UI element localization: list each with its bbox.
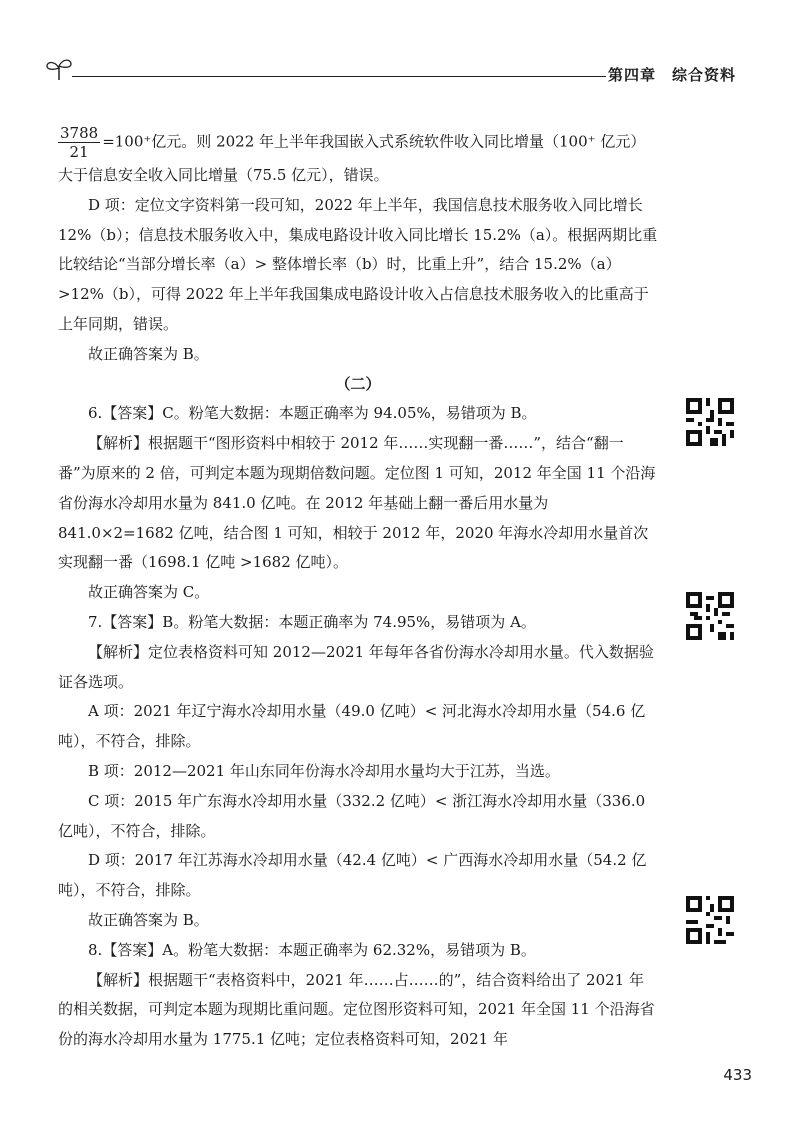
q7-analysis: 【解析】定位表格资料可知 2012—2021 年每年各省份海水冷却用水量。代入数据验证各选项。 xyxy=(58,642,654,691)
line1-text: =100⁺亿元。则 2022 年上半年我国嵌入式系统软件收入同比增量（100⁺ 亿元） xyxy=(102,132,646,151)
page-number: 433 xyxy=(723,1066,752,1084)
section-title: （二） xyxy=(335,374,381,393)
answer-c: 故正确答案为 C。 xyxy=(88,583,210,602)
fraction-line xyxy=(58,124,658,161)
q8-analysis: 【解析】根据题干“表格资料中，2021 年……占……的”，结合资料给出了 2021 年的相关数据，可判定本题为现期比重问题。定位图形资料可知，2021 年全国 11 个沿海省份的海水冷却用水量为 1775.1 亿吨；定位表格资料可知，2021 年 xyxy=(58,970,655,1049)
q6-answer: 6.【答案】C。粉笔大数据：本题正确率为 94.05%，易错项为 B。 xyxy=(88,404,537,423)
section-label: 综合资料 xyxy=(671,66,736,84)
header-title xyxy=(592,64,736,85)
line2-text: 大于信息安全收入同比增量（75.5 亿元），错误。 xyxy=(58,166,389,184)
qr-code-icon[interactable] xyxy=(686,896,734,944)
q7-option-a: A 项：2021 年辽宁海水冷却用水量（49.0 亿吨）< 河北海水冷却用水量（54.6 亿吨），不符合，排除。 xyxy=(58,702,646,751)
page-header xyxy=(44,56,756,96)
q8-answer: 8.【答案】A。粉笔大数据：本题正确率为 62.32%，易错项为 B。 xyxy=(88,940,536,959)
q6-analysis: 【解析】根据题干“图形资料中相较于 2012 年……实现翻一番……”，结合“翻一番”为原来的 2 倍，可判定本题为现期倍数问题。定位图 1 可知，2012 年全国 11 个沿海省份海水冷却用水量为 841.0 亿吨。在 2012 年基础上翻一番后用水量为 841.0×2=1682 亿吨，结合图 1 可知，相较于 2012 年，2020 年海水冷却用水量首次实现翻一番（1698.1 亿吨 >1682 亿吨）。 xyxy=(58,434,656,572)
fraction-numerator: 3788 xyxy=(60,124,99,142)
q7-option-c: C 项：2015 年广东海水冷却用水量（332.2 亿吨）< 浙江海水冷却用水量（336.0 亿吨），不符合，排除。 xyxy=(58,791,646,840)
qr-code-icon[interactable] xyxy=(686,592,734,640)
fraction-denominator: 21 xyxy=(69,143,89,161)
sprout-icon xyxy=(44,56,74,82)
qr-code-icon[interactable] xyxy=(686,398,734,446)
page-content xyxy=(58,124,658,1055)
chapter-label: 第四章 xyxy=(607,66,656,84)
q7-answer: 7.【答案】B。粉笔大数据：本题正确率为 74.95%，易错项为 A。 xyxy=(88,612,536,631)
answer-b-2: 故正确答案为 B。 xyxy=(88,910,209,929)
fraction xyxy=(58,124,100,161)
q7-option-b: B 项：2012—2021 年山东同年份海水冷却用水量均大于江苏，当选。 xyxy=(88,761,560,780)
d-item-paragraph: D 项：定位文字资料第一段可知，2022 年上半年，我国信息技术服务收入同比增长 12%（b）；信息技术服务收入中，集成电路设计收入同比增长 15.2%（a）。根据两期比重比较结论“当部分增长率（a）> 整体增长率（b）时，比重上升”，结合 15.2%（a）>12%（b），可得 2022 年上半年我国集成电路设计收入占信息技术服务收入的比重高于上年同期，错误。 xyxy=(58,195,658,333)
header-rule xyxy=(72,76,606,77)
answer-b-1: 故正确答案为 B。 xyxy=(88,344,209,363)
q7-option-d: D 项：2017 年江苏海水冷却用水量（42.4 亿吨）< 广西海水冷却用水量（54.2 亿吨），不符合，排除。 xyxy=(58,851,647,900)
